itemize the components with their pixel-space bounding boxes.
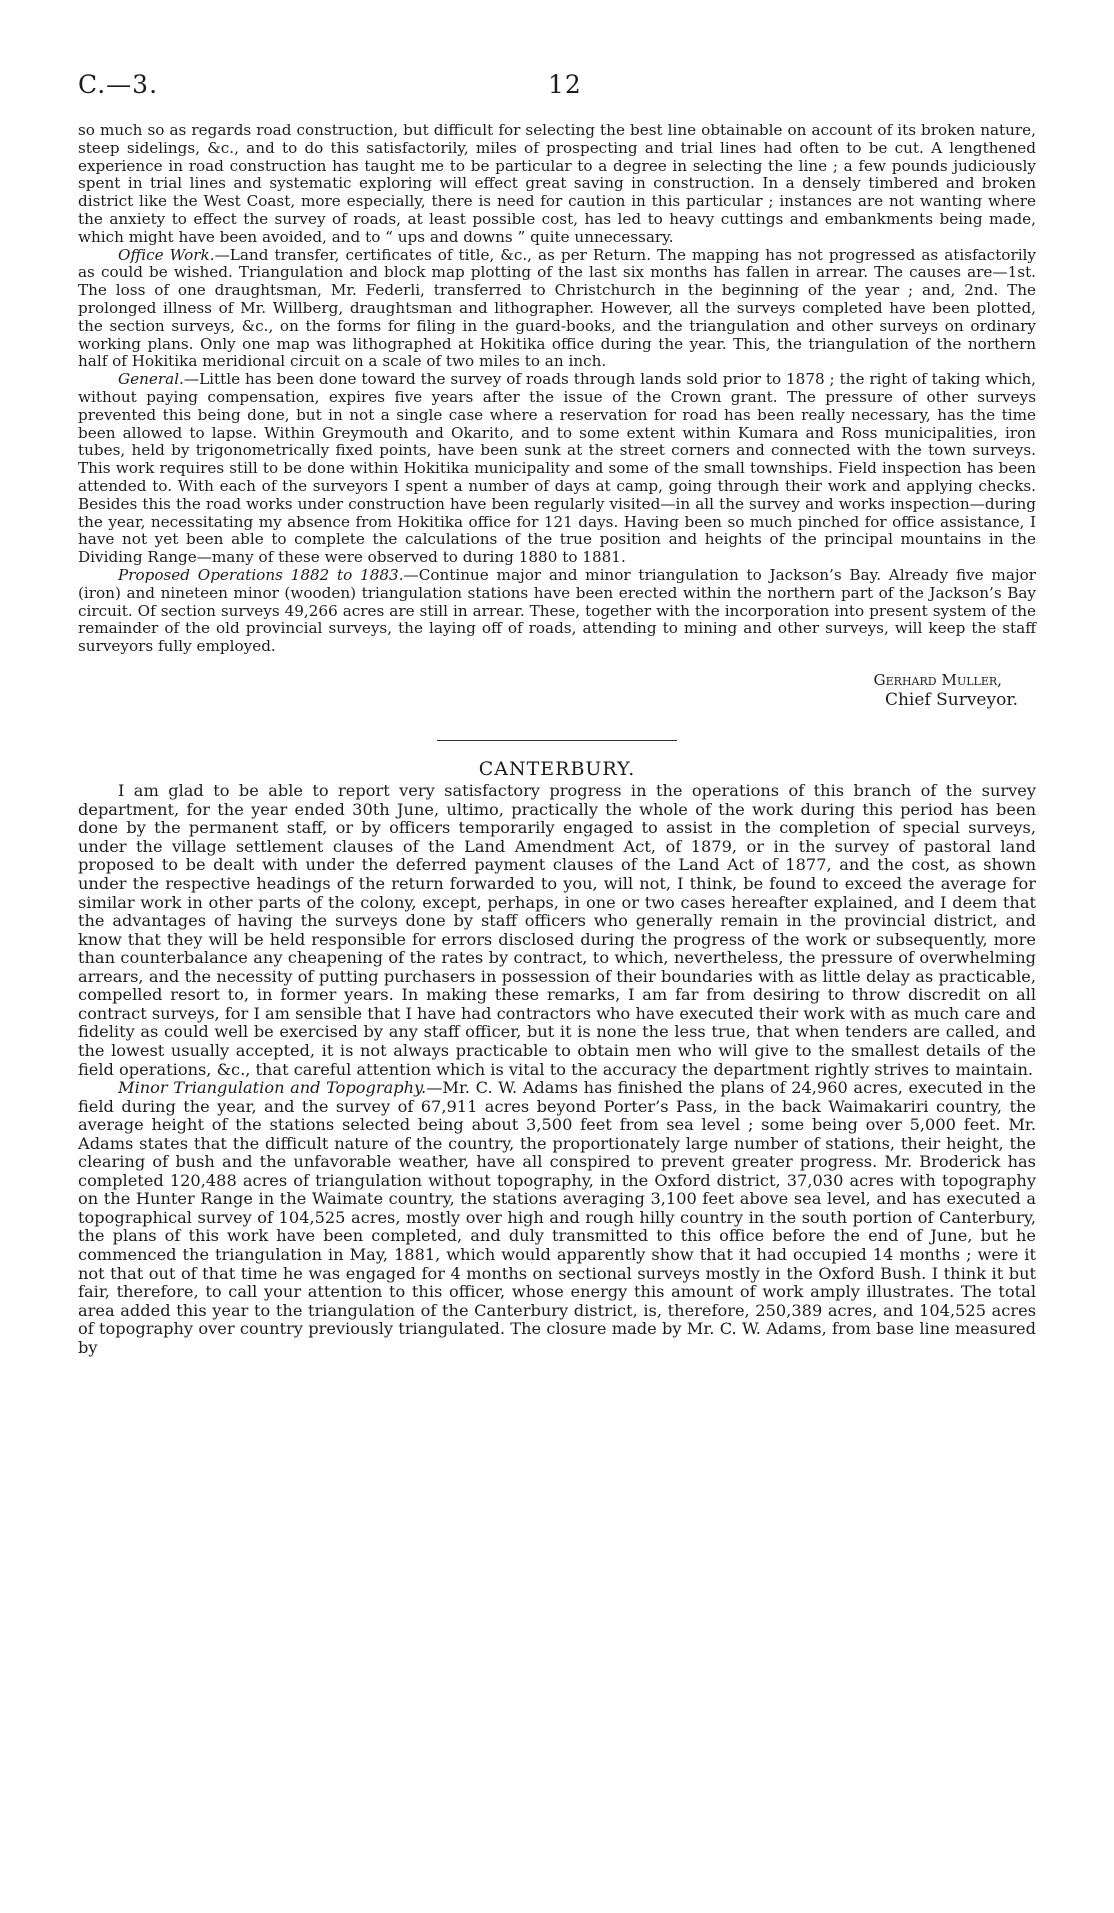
minor-triangulation-text: —Mr. C. W. Adams has finished the plans of 24,960 acres, executed in the field during the year, and the survey of 67,911 acres beyond Porter’s Pass, in the back Waimakariri country, the average height of the stations selected being about 3,500 feet from sea level ; some being over 5,000 feet. Mr. Adams states that the difficult nature of the country, the proportionately large number of stations, their height, the clearing of bush and the unfavorable weather, have all conspired to prevent greater progress. Mr. Broderick has completed 120,488 acres of triangulation without topography, in the Oxford district, 37,030 acres with topography on the Hunter Range in the Waimate country, the stations averaging 3,100 feet above sea level, and has executed a topographical survey of 104,525 acres, mostly over high and rough hilly country in the south portion of Canterbury, the plans of this work have been completed, and duly transmitted to this office before the end of June, but he commenced the triangulation in May, 1881, which would apparently show that it had occupied 14 months ; were it not that out of that time he was engaged for 4 months on sectional surveys mostly in the Oxford Bush. I think it but fair, therefore, to call your attention to this officer, whose energy this amount of work amply illustrates. The total area added this year to the triangulation of the Canterbury district, is, therefore, 250,389 acres, and 104,525 acres of topography over country previously triangulated. The closure made by Mr. C. W. Adams, from base line measured by: [78, 1078, 1036, 1357]
section-divider: [437, 740, 677, 741]
canterbury-title: CANTERBURY.: [478, 757, 636, 780]
minor-triangulation-paragraph: [78, 1079, 1036, 1357]
document-code: C.—3.: [78, 70, 159, 99]
general-heading: General.: [118, 370, 184, 389]
westland-road-paragraph: so much so as regards road construction, but difficult for selecting the best line obtainable on account of its broken nature, steep sidelings, &c., and to do this satisfactorily, miles of prospecting and trial lines had often to be cut. A lengthened experience in road construction has taught me to be particular to a degree in selecting the line ; a few pounds judiciously spent in trial lines and systematic exploring will effect great saving in construction. In a densely timbered and broken district like the West Coast, more especially, there is need for caution in this particular ; instances are not wanting where the anxiety to effect the survey of roads, at least possible cost, has led to heavy cuttings and embankments being made, which might have been avoided, and to “ ups and downs ” quite unnecessary.: [78, 121, 1036, 246]
signature-name: Gerhard Muller,: [873, 670, 1002, 689]
page-number: 12: [548, 70, 582, 99]
signature-title: Chief Surveyor.: [884, 689, 1018, 710]
general-paragraph: [78, 371, 1036, 567]
office-work-text: —Land transfer, certificates of title, &c., as per Return. The mapping has not progressed as atisfactorily as could be wished. Triangulation and block map plotting of the last six months has fallen in arrear. The causes are—1st. The loss of one draughtsman, Mr. Federli, transferred to Christchurch in the beginning of the year ; and, 2nd. The prolonged illness of Mr. Willberg, draughtsman and lithographer. However, all the surveys completed have been plotted, the section surveys, &c., on the forms for filing in the guard-books, and the triangulation and other surveys on ordinary working plans. Only one map was lithographed at Hokitika office during the year. This, the triangulation of the northern half of Hokitika meridional circuit on a scale of two miles to an inch.: [78, 245, 1036, 371]
canterbury-body: [78, 782, 1036, 1357]
office-work-paragraph: [78, 247, 1036, 372]
general-text: —Little has been done toward the survey of roads through lands sold prior to 1878 ; the right of taking which, without paying compensation, expires five years after the issue of the Crown grant. The pressure of other surveys prevented this being done, but in not a single case where a reservation for road has been really necessary, has the time been allowed to lapse. Within Greymouth and Okarito, and to some extent within Kumara and Ross municipalities, iron tubes, held by trigonometrically fixed points, have been sunk at the street corners and connected with the town surveys. This work requires still to be done within Hokitika municipality and some of the small townships. Field inspection has been attended to. With each of the surveyors I spent a number of days at camp, going through their work and applying checks. Besides this the road works under construction have been regularly visited—in all the survey and works inspection—during the year, necessitating my absence from Hokitika office for 121 days. Having been so much pinched for office assistance, I have not yet been able to complete the calculations of the true position and heights of the principal mountains in the Dividing Range—many of these were observed to during 1880 to 1881.: [78, 370, 1036, 567]
minor-triangulation-heading: Minor Triangulation and Topography.: [118, 1078, 427, 1098]
canterbury-intro-paragraph: I am glad to be able to report very satisfactory progress in the operations of this branch of the survey department, for the year ended 30th June, ultimo, practically the whole of the work during this period has been done by the permanent staff, or by officers temporarily engaged to assist in the completion of special surveys, under the village settlement clauses of the Land Amendment Act, of 1879, or in the survey of pastoral land proposed to be dealt with under the deferred payment clauses of the Land Act of 1877, and the cost, as shown under the respective headings of the return forwarded to you, will not, I think, be found to exceed the average for similar work in other parts of the colony, except, perhaps, in one or two cases hereafter explained, and I deem that the advantages of having the surveys done by staff officers who generally remain in the provincial district, and know that they will be held responsible for errors disclosed during the progress of the work or subsequently, more than counterbalance any cheapening of the rates by contract, to which, nevertheless, the pressure of overwhelming arrears, and the necessity of putting purchasers in possession of their boundaries with as little delay as practicable, compelled resort to, in former years. In making these remarks, I am far from desiring to throw discredit on all contract surveys, for I am sensible that I have had contractors who have executed their work with as much care and fidelity as could well be exercised by any staff officer, but it is none the less true, that when tenders are called, and the lowest usually accepted, it is not always practicable to obtain men who will give to the smallest details of the field operations, &c., that careful attention which is vital to the accuracy the department rightly strives to maintain.: [78, 781, 1036, 1079]
page-header: [78, 70, 1036, 102]
proposed-operations-text: —Continue major and minor triangulation to Jackson’s Bay. Already five major (iron) and nineteen minor (wooden) triangulation stations have been erected within the northern part of the Jackson’s Bay circuit. Of section surveys 49,266 acres are still in arrear. These, together with the incorporation into present system of the remainder of the old provincial surveys, the laying off of roads, attending to mining and other surveys, will keep the staff surveyors fully employed.: [78, 565, 1036, 656]
proposed-operations-paragraph: [78, 567, 1036, 656]
proposed-operations-heading: Proposed Operations 1882 to 1883.: [118, 565, 404, 584]
page-body: [78, 122, 1036, 1357]
office-work-heading: Office Work.: [118, 245, 215, 264]
